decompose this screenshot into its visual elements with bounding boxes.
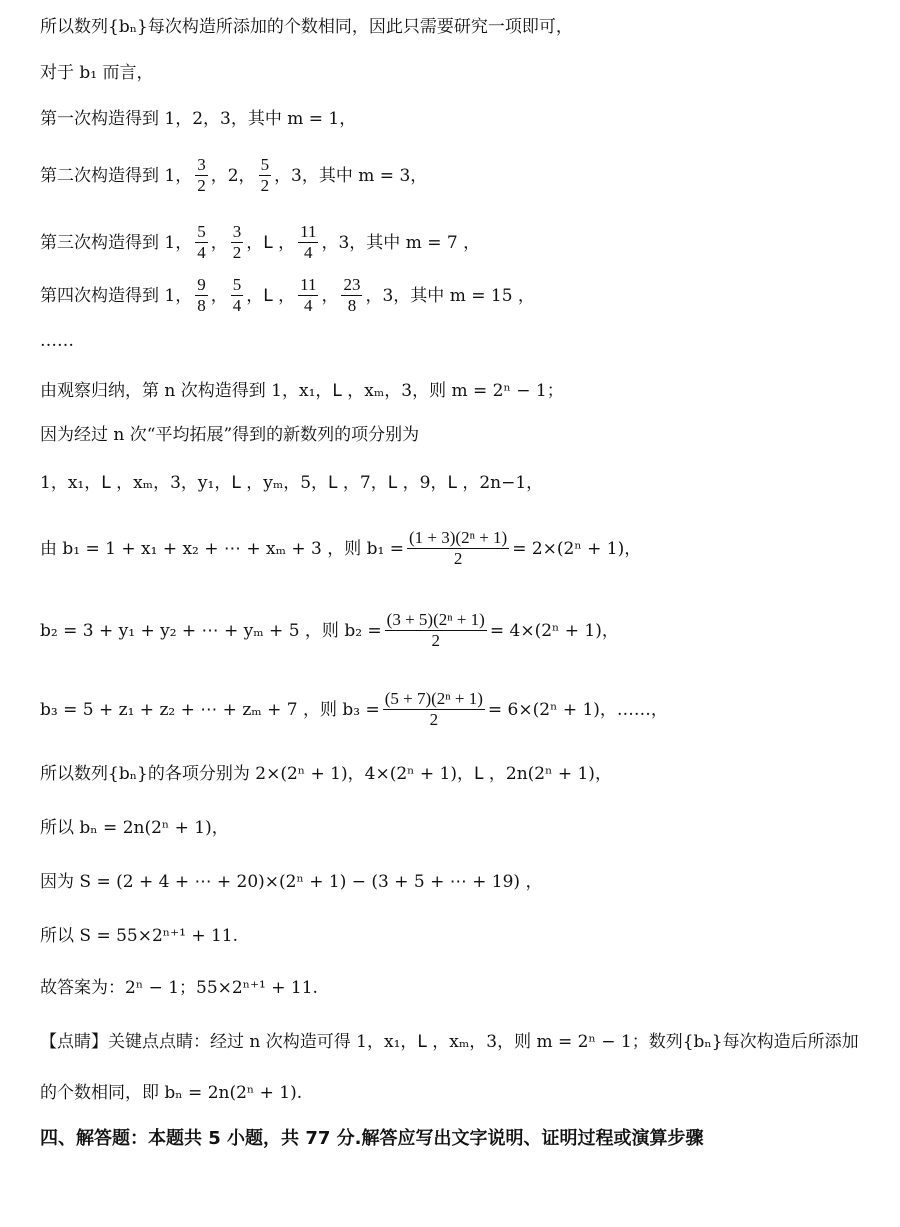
fraction-denominator: 8 bbox=[197, 296, 206, 315]
line-8: 由观察归纳，第 n 次构造得到 1，x₁，ᒪ ，xₘ，3，则 m = 2ⁿ − 1； bbox=[40, 381, 564, 401]
fraction-denominator: 8 bbox=[347, 296, 357, 315]
line-1: 所以数列{bₙ}每次构造所添加的个数相同，因此只需要研究一项即可， bbox=[40, 17, 573, 37]
line-18: 故答案为：2ⁿ − 1；55×2ⁿ⁺¹ + 11. bbox=[40, 978, 318, 998]
text-line bbox=[40, 1031, 859, 1053]
fraction-denominator: 4 bbox=[304, 243, 313, 262]
fraction-numerator: 5 bbox=[260, 155, 270, 174]
fraction-denominator: 2 bbox=[453, 549, 463, 568]
fraction-denominator: 4 bbox=[232, 296, 242, 315]
line-20: 的个数相同，即 bₙ = 2n(2ⁿ + 1). bbox=[40, 1083, 303, 1103]
text-line bbox=[40, 528, 641, 569]
fraction bbox=[259, 155, 272, 196]
fraction-numerator: 11 bbox=[300, 275, 317, 294]
text-line bbox=[40, 1082, 302, 1104]
text-line bbox=[40, 977, 318, 999]
fraction-denominator: 4 bbox=[304, 296, 313, 315]
fraction-numerator: (5 + 7)(2ⁿ + 1) bbox=[384, 689, 483, 708]
line-17: 所以 S = 55×2ⁿ⁺¹ + 11. bbox=[40, 926, 239, 946]
text-line bbox=[40, 925, 238, 947]
fraction bbox=[195, 275, 208, 316]
fraction bbox=[385, 610, 487, 651]
text-line bbox=[40, 763, 612, 785]
section-heading-text: 四、解答题：本题共 5 小题，共 77 分.解答应写出文字说明、证明过程或演算步骤 bbox=[40, 1128, 704, 1149]
line-5-part: ，ᒪ ， bbox=[246, 232, 296, 253]
line-11-part: 由 b₁ = 1 + x₁ + x₂ + ⋯ + xₘ + 3 ，则 b₁ = bbox=[40, 538, 405, 559]
text-line bbox=[40, 610, 619, 651]
line-5-part: ，3，其中 m = 7 ， bbox=[321, 232, 481, 253]
line-4-part: 第二次构造得到 1， bbox=[40, 165, 193, 186]
fraction-numerator: 3 bbox=[197, 155, 206, 174]
line-7: …… bbox=[40, 331, 74, 351]
line-13-part: b₃ = 5 + z₁ + z₂ + ⋯ + zₘ + 7 ，则 b₃ = bbox=[40, 699, 380, 720]
text-line bbox=[40, 330, 74, 352]
fraction-numerator: 9 bbox=[197, 275, 206, 294]
line-5-part: 第三次构造得到 1， bbox=[40, 232, 193, 253]
fraction-denominator: 2 bbox=[232, 243, 242, 262]
text-line bbox=[40, 472, 543, 494]
line-10: 1，x₁，ᒪ ，xₘ，3，y₁，ᒪ ，yₘ，5，ᒪ ，7，ᒪ ，9，ᒪ ，2n−1， bbox=[40, 473, 544, 493]
fraction-denominator: 2 bbox=[197, 176, 206, 195]
line-5-part: ， bbox=[210, 232, 228, 253]
fraction-numerator: 3 bbox=[232, 222, 242, 241]
text-line bbox=[40, 871, 542, 893]
line-19: 【点睛】关键点点睛：经过 n 次构造可得 1，x₁，ᒪ ，xₘ，3，则 m = 2ⁿ − 1；数列{bₙ}每次构造后所添加 bbox=[40, 1032, 859, 1052]
line-12-part: = 4×(2ⁿ + 1)， bbox=[489, 620, 619, 641]
line-6-part: ， bbox=[210, 285, 228, 306]
text-line bbox=[40, 222, 480, 263]
text-line bbox=[40, 16, 573, 38]
line-6-part: 第四次构造得到 1， bbox=[40, 285, 193, 306]
line-12-part: b₂ = 3 + y₁ + y₂ + ⋯ + yₘ + 5 ，则 b₂ = bbox=[40, 620, 382, 641]
line-3: 第一次构造得到 1，2，3，其中 m = 1， bbox=[40, 109, 357, 129]
fraction-denominator: 2 bbox=[431, 631, 441, 650]
fraction bbox=[231, 275, 244, 316]
text-line bbox=[40, 380, 564, 402]
line-9: 因为经过 n 次“平均拓展”得到的新数列的项分别为 bbox=[40, 425, 420, 445]
text-line bbox=[40, 155, 427, 196]
fraction-denominator: 2 bbox=[260, 176, 270, 195]
fraction bbox=[231, 222, 244, 263]
fraction-numerator: 11 bbox=[300, 222, 317, 241]
text-line bbox=[40, 62, 154, 84]
fraction bbox=[195, 222, 208, 263]
fraction bbox=[298, 222, 318, 263]
line-4-part: ，3，其中 m = 3， bbox=[274, 165, 428, 186]
line-2: 对于 b₁ 而言， bbox=[40, 63, 154, 83]
text-line bbox=[40, 689, 668, 730]
fraction-numerator: (3 + 5)(2ⁿ + 1) bbox=[386, 610, 485, 629]
line-16: 因为 S = (2 + 4 + ⋯ + 20)×(2ⁿ + 1) − (3 + 5 + ⋯ + 19) ， bbox=[40, 872, 543, 892]
text-line bbox=[40, 817, 229, 839]
text-line bbox=[40, 275, 535, 316]
fraction bbox=[407, 528, 509, 569]
fraction bbox=[383, 689, 485, 730]
text-line bbox=[40, 424, 419, 446]
line-13-part: = 6×(2ⁿ + 1)，……， bbox=[487, 699, 668, 720]
line-6-part: ，3，其中 m = 15 ， bbox=[365, 285, 535, 306]
fraction-numerator: 5 bbox=[197, 222, 206, 241]
fraction bbox=[195, 155, 208, 196]
text-line bbox=[40, 108, 356, 130]
section-heading bbox=[40, 1128, 703, 1150]
fraction-numerator: (1 + 3)(2ⁿ + 1) bbox=[409, 528, 508, 547]
fraction-numerator: 5 bbox=[232, 275, 242, 294]
line-6-part: ，ᒪ ， bbox=[246, 285, 296, 306]
fraction-numerator: 23 bbox=[343, 275, 361, 294]
line-14: 所以数列{bₙ}的各项分别为 2×(2ⁿ + 1)，4×(2ⁿ + 1)，ᒪ ，2n(2ⁿ + 1)， bbox=[40, 764, 612, 784]
line-4-part: ，2， bbox=[210, 165, 256, 186]
line-15: 所以 bₙ = 2n(2ⁿ + 1)， bbox=[40, 818, 229, 838]
line-11-part: = 2×(2ⁿ + 1)， bbox=[512, 538, 642, 559]
fraction-denominator: 2 bbox=[429, 710, 439, 729]
fraction bbox=[341, 275, 362, 316]
fraction bbox=[298, 275, 318, 316]
line-6-part: ， bbox=[321, 285, 339, 306]
fraction-denominator: 4 bbox=[197, 243, 206, 262]
